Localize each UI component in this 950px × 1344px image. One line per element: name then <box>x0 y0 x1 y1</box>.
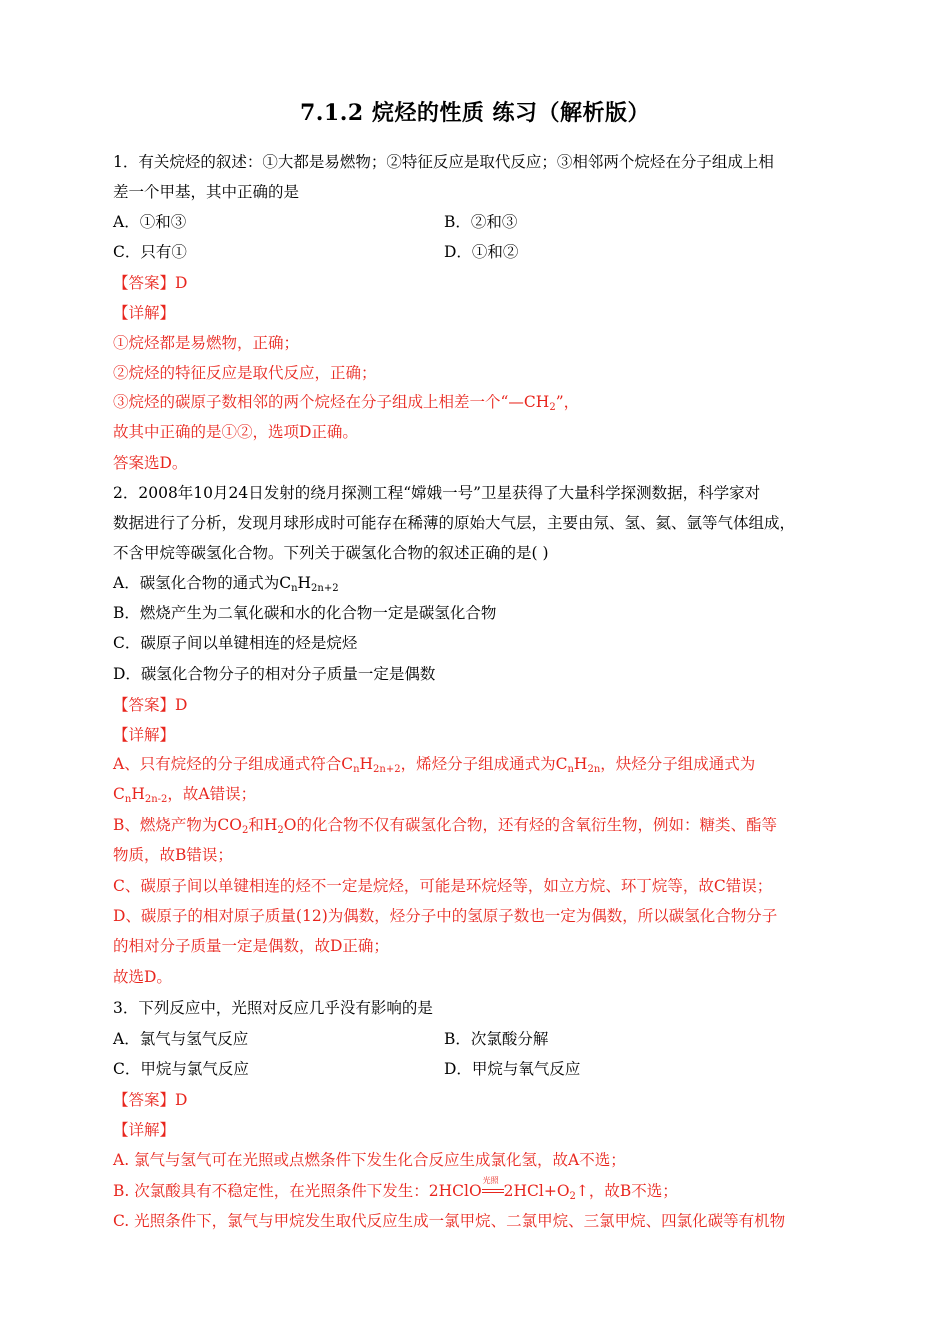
q1-option-a: A．①和③ <box>113 213 187 231</box>
q1-option-c: C．只有① <box>113 243 187 261</box>
q2-answer: 【答案】D <box>113 696 188 714</box>
q2-stem-line-1: 2．2008年10月24日发射的绕月探测工程“嫦娥一号”卫星获得了大量科学探测数据，科学家对 <box>113 484 761 502</box>
q2-detail-c: C、碳原子间以单键相连的烃不一定是烷烃，可能是环烷烃等，如立方烷、环丁烷等，故C错误； <box>113 877 773 895</box>
q1-answer: 【答案】D <box>113 274 188 292</box>
q2-option-d: D．碳氢化合物分子的相对分子质量一定是偶数 <box>113 665 436 683</box>
q2-detail-d-line-2: 的相对分子质量一定是偶数，故D正确； <box>113 937 389 955</box>
q3-option-c: C．甲烷与氯气反应 <box>113 1060 249 1078</box>
q3-detail-c: C. 光照条件下，氯气与甲烷发生取代反应生成一氯甲烷、二氯甲烷、三氯甲烷、四氯化碳等有机物 <box>113 1212 786 1230</box>
q3-option-a: A．氯气与氢气反应 <box>113 1030 249 1048</box>
q2-stem-line-3: 不含甲烷等碳氢化合物。下列关于碳氢化合物的叙述正确的是( ) <box>113 544 549 562</box>
q1-option-d: D．①和② <box>444 243 519 261</box>
q2-detail-a-line-2: $C_nH_{2n-2}$，故A错误； <box>113 785 257 805</box>
q1-detail-line-3: ③烷烃的碳原子数相邻的两个烷烃在分子组成上相差一个“$—CH_2$”， <box>113 393 580 413</box>
q1-stem-line-2: 差一个甲基，其中正确的是 <box>113 183 300 201</box>
q2-detail-a-line-1: A、只有烷烃的分子组成通式符合$C_nH_{2n+2}$，烯烃分子组成通式为$C_nH_{2n}$，炔烃分子组成通式为 <box>113 755 756 775</box>
q1-detail-line-1: ①烷烃都是易燃物，正确； <box>113 334 300 352</box>
q2-detail-b-line-2: 物质，故B错误； <box>113 846 233 864</box>
q2-option-c: C．碳原子间以单键相连的烃是烷烃 <box>113 634 358 652</box>
q3-detail-heading: 【详解】 <box>113 1121 176 1139</box>
q1-detail-line-4: 故其中正确的是①②，选项D正确。 <box>113 423 358 441</box>
q1-detail-line-5: 答案选D。 <box>113 454 188 472</box>
q1-detail-line-2: ②烷烃的特征反应是取代反应，正确； <box>113 364 377 382</box>
q2-detail-conclusion: 故选D。 <box>113 968 172 986</box>
q2-detail-heading: 【详解】 <box>113 726 176 744</box>
page-title: 7.1.2 烷烃的性质 练习（解析版） <box>299 100 651 126</box>
q3-detail-a: A. 氯气与氢气可在光照或点燃条件下发生化合反应生成氯化氢，故A不选； <box>113 1151 626 1169</box>
q2-detail-d-line-1: D、碳原子的相对原子质量(12)为偶数，烃分子中的氢原子数也一定为偶数，所以碳氢化合物分子 <box>113 907 778 925</box>
q3-stem: 3．下列反应中，光照对反应几乎没有影响的是 <box>113 999 433 1017</box>
reaction-condition-arrow: 光照 <box>482 1183 504 1197</box>
q3-option-d: D．甲烷与氧气反应 <box>444 1060 581 1078</box>
q2-detail-b-line-1: B、燃烧产物为$CO_2$和$H_2O$的化合物不仅有碳氢化合物，还有烃的含氧衍生物，例如：糖类、酯等 <box>113 816 777 836</box>
q3-option-b: B．次氯酸分解 <box>444 1030 549 1048</box>
q3-answer: 【答案】D <box>113 1091 188 1109</box>
q1-detail-heading: 【详解】 <box>113 304 176 322</box>
q2-option-a: A．碳氢化合物的通式为$C_nH_{2n+2}$ <box>113 574 339 594</box>
q1-option-b: B．②和③ <box>444 213 518 231</box>
q1-stem-line-1: 1．有关烷烃的叙述：①大都是易燃物；②特征反应是取代反应；③相邻两个烷烃在分子组成上相 <box>113 153 774 171</box>
q3-detail-b: B. 次氯酸具有不稳定性，在光照条件下发生：2HClO 光照 $2HCl+O_2↑$，故B不选； <box>113 1176 678 1202</box>
q2-stem-line-2: 数据进行了分析，发现月球形成时可能存在稀薄的原始大气层，主要由氖、氢、氦、氩等气体组成， <box>113 514 796 532</box>
q2-option-b: B．燃烧产生为二氧化碳和水的化合物一定是碳氢化合物 <box>113 604 497 622</box>
